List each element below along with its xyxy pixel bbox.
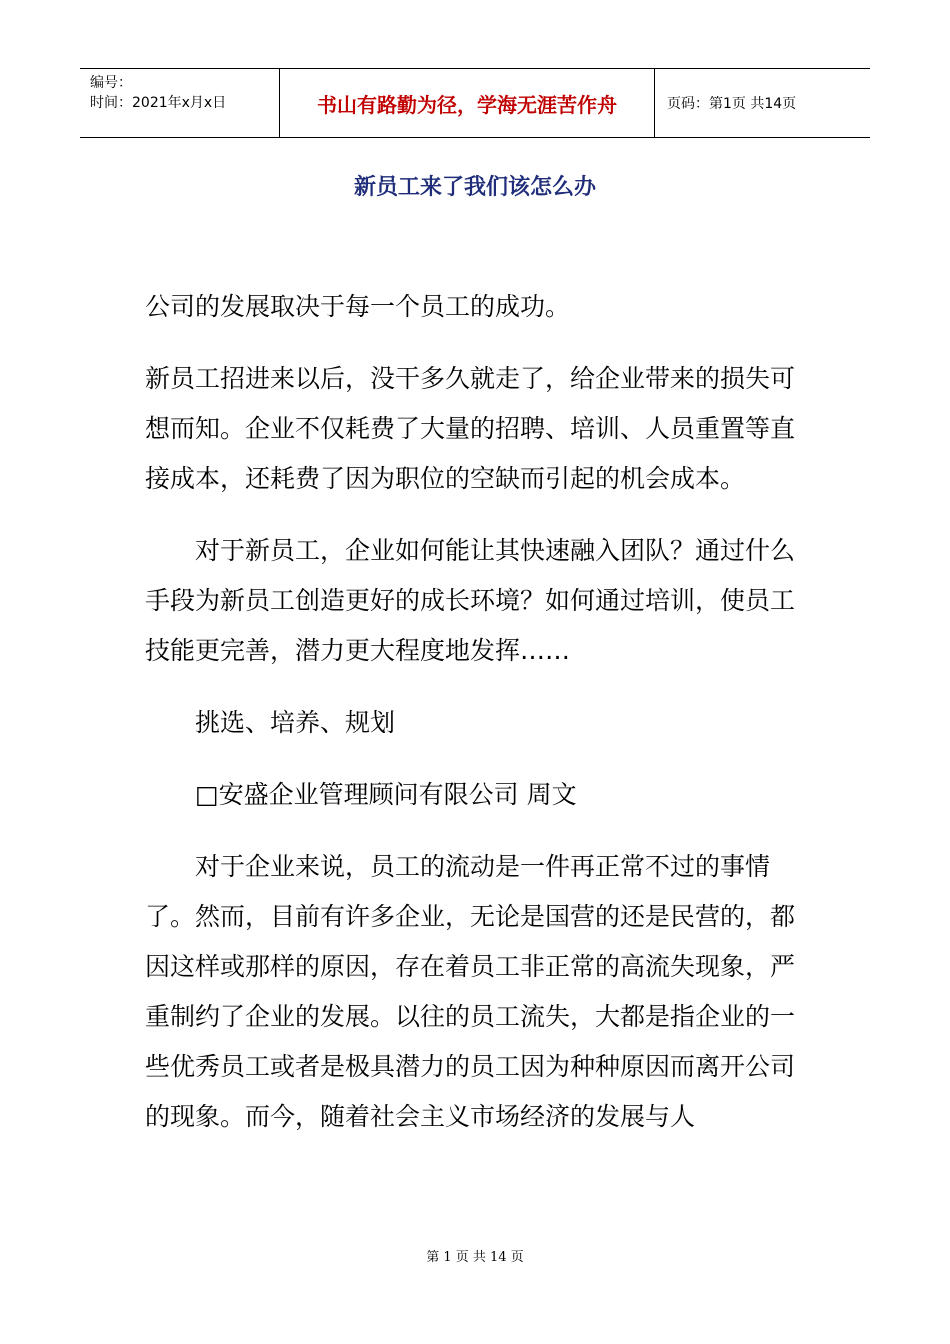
paragraph: 新员工招进来以后，没干多久就走了，给企业带来的损失可想而知。企业不仅耗费了大量的招聘、培训、人员重置等直接成本，还耗费了因为职位的空缺而引起的机会成本。: [145, 364, 796, 493]
time-label: 时间：2021年x月x日: [90, 95, 227, 111]
paragraph: 挑选、培养、规划: [195, 708, 396, 737]
document-body: [145, 282, 815, 1164]
paragraph: 对于企业来说，员工的流动是一件再正常不过的事情了。然而，目前有许多企业，无论是国营的还是民营的，都因这样或那样的原因，存在着员工非正常的高流失现象，严重制约了企业的发展。以往的员工流失，大都是指企业的一些优秀员工或者是极具潜力的员工因为种种原因而离开公司的现象。而今，随着社会主义市场经济的发展与人: [145, 852, 796, 1131]
number-label: 编号：: [90, 75, 132, 91]
header-meta: [80, 69, 280, 137]
document-header: [80, 68, 870, 138]
header-page-info: 页码：第1页 共14页: [667, 96, 797, 112]
header-motto: 书山有路勤为径，学海无涯苦作舟: [280, 69, 655, 137]
paragraph: □安盛企业管理顾问有限公司 周文: [195, 780, 577, 809]
paragraph: 对于新员工，企业如何能让其快速融入团队？通过什么手段为新员工创造更好的成长环境？如何通过培训，使员工技能更完善，潜力更大程度地发挥……: [145, 536, 796, 665]
document-title: 新员工来了我们该怎么办: [353, 175, 596, 200]
paragraph: 公司的发展取决于每一个员工的成功。: [145, 292, 571, 321]
page-footer: 第 1 页 共 14 页: [426, 1250, 524, 1265]
